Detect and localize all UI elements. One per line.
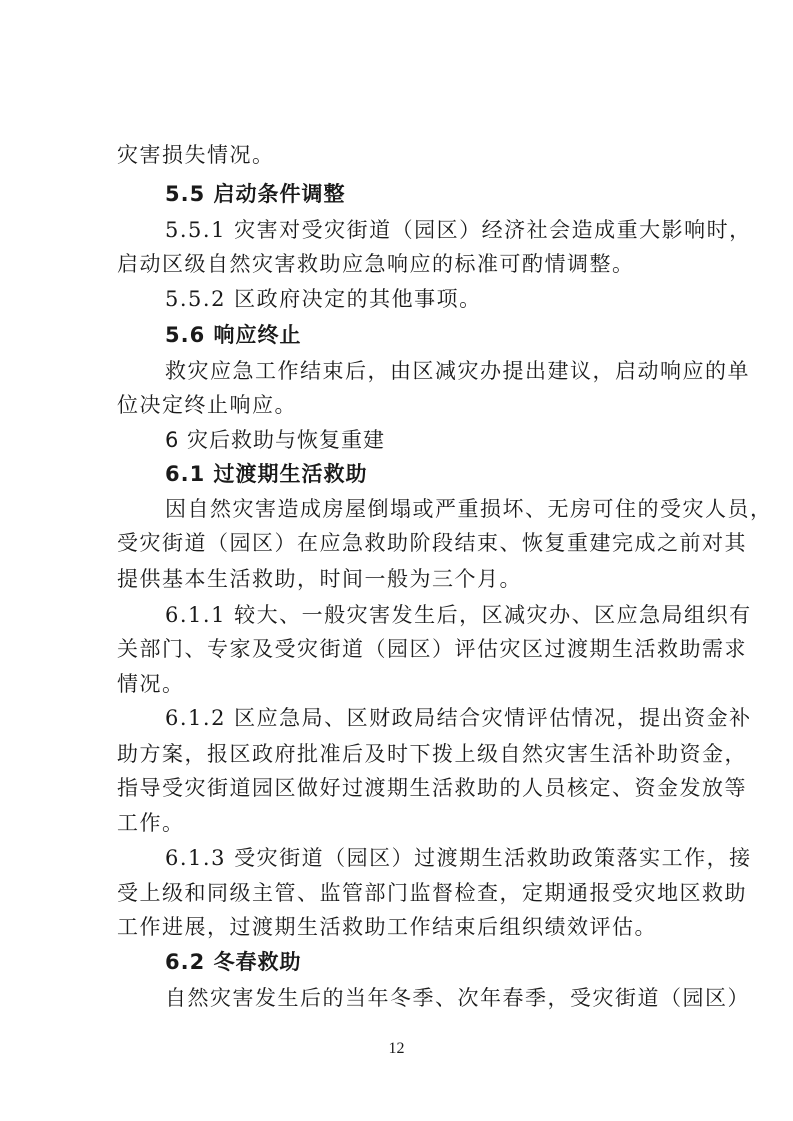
text-line: 救灾应急工作结束后，由区减灾办提出建议，启动响应的单 [165, 359, 750, 383]
text-line: 5.5.1 灾害对受灾街道（园区）经济社会造成重大影响时， [165, 218, 752, 242]
text-line: 受上级和同级主管、监管部门监督检查，定期通报受灾地区救助 [117, 881, 747, 905]
subsection-heading: 5.6 响应终止 [165, 323, 302, 347]
text-line: 自然灾害发生后的当年冬季、次年春季，受灾街道（园区） [165, 986, 750, 1010]
text-line: 6.1.3 受灾街道（园区）过渡期生活救助政策落实工作，接 [165, 846, 752, 870]
text-line: 关部门、专家及受灾街道（园区）评估灾区过渡期生活救助需求 [117, 637, 747, 661]
text-line: 提供基本生活救助，时间一般为三个月。 [117, 567, 522, 591]
section-heading: 6 灾后救助与恢复重建 [165, 428, 386, 452]
text-line: 受灾街道（园区）在应急救助阶段结束、恢复重建完成之前对其 [117, 531, 747, 555]
subsection-heading: 6.2 冬春救助 [165, 950, 302, 974]
text-line: 助方案，报区政府批准后及时下拨上级自然灾害生活补助资金， [117, 742, 747, 766]
text-line: 6.1.2 区应急局、区财政局结合灾情评估情况，提出资金补 [165, 706, 752, 730]
subsection-heading: 6.1 过渡期生活救助 [165, 462, 368, 486]
text-line: 5.5.2 区政府决定的其他事项。 [165, 287, 482, 311]
text-line: 情况。 [117, 672, 185, 696]
text-line: 工作进展，过渡期生活救助工作结束后组织绩效评估。 [117, 915, 657, 939]
text-line: 启动区级自然灾害救助应急响应的标准可酌情调整。 [117, 252, 635, 276]
subsection-heading: 5.5 启动条件调整 [165, 182, 346, 206]
text-line: 工作。 [117, 811, 185, 835]
text-line: 指导受灾街道园区做好过渡期生活救助的人员核定、资金发放等 [117, 776, 747, 800]
text-line: 灾害损失情况。 [117, 143, 275, 167]
page-number: 12 [388, 1040, 405, 1057]
text-line: 6.1.1 较大、一般灾害发生后，区减灾办、区应急局组织有 [165, 603, 752, 627]
text-line: 位决定终止响应。 [117, 393, 297, 417]
text-line: 因自然灾害造成房屋倒塌或严重损坏、无房可住的受灾人员， [165, 497, 773, 521]
